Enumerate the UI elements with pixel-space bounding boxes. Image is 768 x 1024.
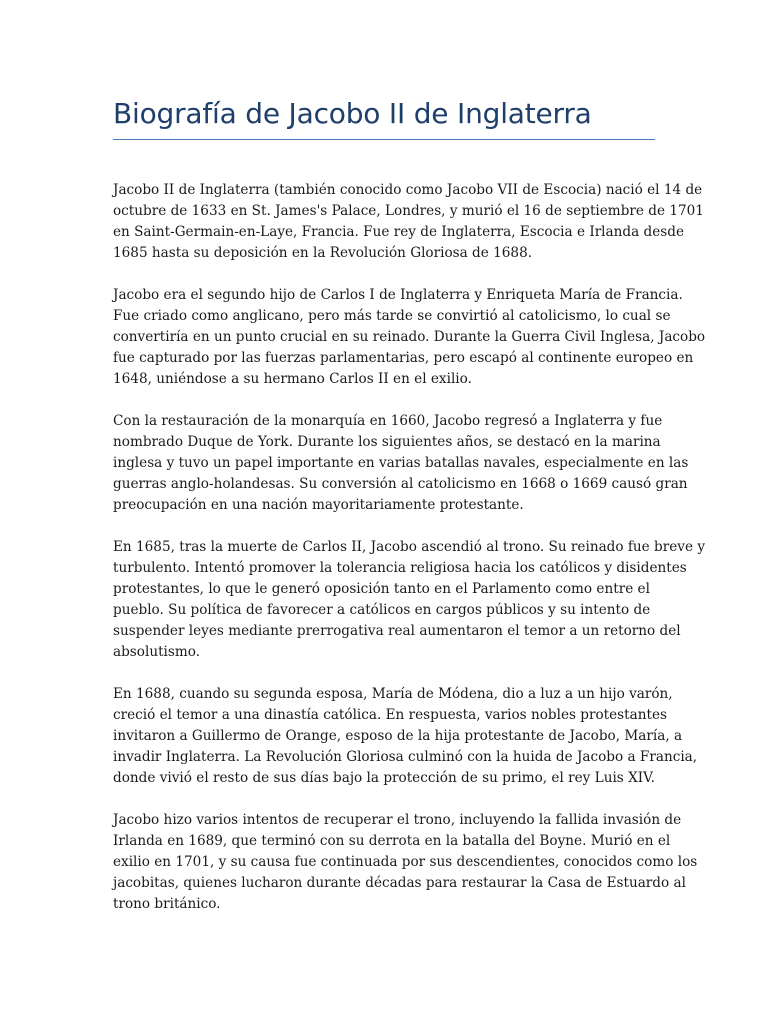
text-line: octubre de 1633 en St. James's Palace, Londres, y murió el 16 de septiembre de 1701: [113, 203, 704, 219]
document-body: [113, 180, 706, 936]
text-line: Irlanda en 1689, que terminó con su derrota en la batalla del Boyne. Murió en el: [113, 833, 671, 849]
text-line: pueblo. Su política de favorecer a católicos en cargos públicos y su intento de: [113, 602, 651, 618]
text-line: 1685 hasta su deposición en la Revolución Gloriosa de 1688.: [113, 245, 533, 261]
text-line: exilio en 1701, y su causa fue continuada por sus descendientes, conocidos como los: [113, 854, 698, 870]
text-line: Jacobo hizo varios intentos de recuperar el trono, incluyendo la fallida invasión de: [113, 812, 682, 828]
text-line: trono británico.: [113, 896, 221, 912]
text-line: suspender leyes mediante prerrogativa real aumentaron el temor a un retorno del: [113, 623, 681, 639]
paragraph-exile: [113, 810, 698, 915]
text-line: Jacobo era el segundo hijo de Carlos I de Inglaterra y Enriqueta María de Francia.: [113, 287, 683, 303]
title-underline: [113, 139, 655, 140]
text-line: En 1685, tras la muerte de Carlos II, Jacobo ascendió al trono. Su reinado fue breve y: [113, 539, 706, 555]
text-line: convertiría en un punto crucial en su reinado. Durante la Guerra Civil Inglesa, Jacobo: [113, 329, 706, 345]
document-title: Biografía de Jacobo II de Inglaterra: [113, 97, 592, 130]
text-line: inglesa y tuvo un papel importante en varias batallas navales, especialmente en las: [113, 455, 689, 471]
text-line: guerras anglo-holandesas. Su conversión al catolicismo en 1668 o 1669 causó gran: [113, 476, 688, 492]
text-line: fue capturado por las fuerzas parlamentarias, pero escapó al continente europeo en: [113, 350, 694, 366]
text-line: Con la restauración de la monarquía en 1660, Jacobo regresó a Inglaterra y fue: [113, 413, 663, 429]
text-line: preocupación en una nación mayoritariamente protestante.: [113, 497, 524, 513]
text-line: turbulento. Intentó promover la tolerancia religiosa hacia los católicos y disidentes: [113, 560, 687, 576]
paragraph-glorious-revolution: [113, 684, 698, 789]
text-line: Jacobo II de Inglaterra (también conocido como Jacobo VII de Escocia) nació el 14 de: [113, 182, 703, 198]
text-line: invitaron a Guillermo de Orange, esposo de la hija protestante de Jacobo, María, a: [113, 728, 683, 744]
text-line: jacobitas, quienes lucharon durante décadas para restaurar la Casa de Estuardo al: [113, 875, 686, 891]
text-line: absolutismo.: [113, 644, 201, 660]
text-line: creció el temor a una dinastía católica. En respuesta, varios nobles protestantes: [113, 707, 667, 723]
text-line: Fue criado como anglicano, pero más tarde se convirtió al catolicismo, lo cual se: [113, 308, 671, 324]
text-line: En 1688, cuando su segunda esposa, María de Módena, dio a luz a un hijo varón,: [113, 686, 673, 702]
paragraph-birth: [113, 180, 704, 264]
paragraph-restoration: [113, 411, 689, 516]
text-line: protestantes, lo que le generó oposición tanto en el Parlamento como entre el: [113, 581, 650, 597]
text-line: invadir Inglaterra. La Revolución Gloriosa culminó con la huida de Jacobo a Francia,: [113, 749, 698, 765]
paragraph-reign: [113, 537, 706, 663]
text-line: 1648, uniéndose a su hermano Carlos II en el exilio.: [113, 371, 472, 387]
text-line: en Saint-Germain-en-Laye, Francia. Fue rey de Inglaterra, Escocia e Irlanda desde: [113, 224, 684, 240]
text-line: donde vivió el resto de sus días bajo la protección de su primo, el rey Luis XIV.: [113, 770, 655, 786]
text-line: nombrado Duque de York. Durante los siguientes años, se destacó en la marina: [113, 434, 661, 450]
paragraph-early-life: [113, 285, 706, 390]
